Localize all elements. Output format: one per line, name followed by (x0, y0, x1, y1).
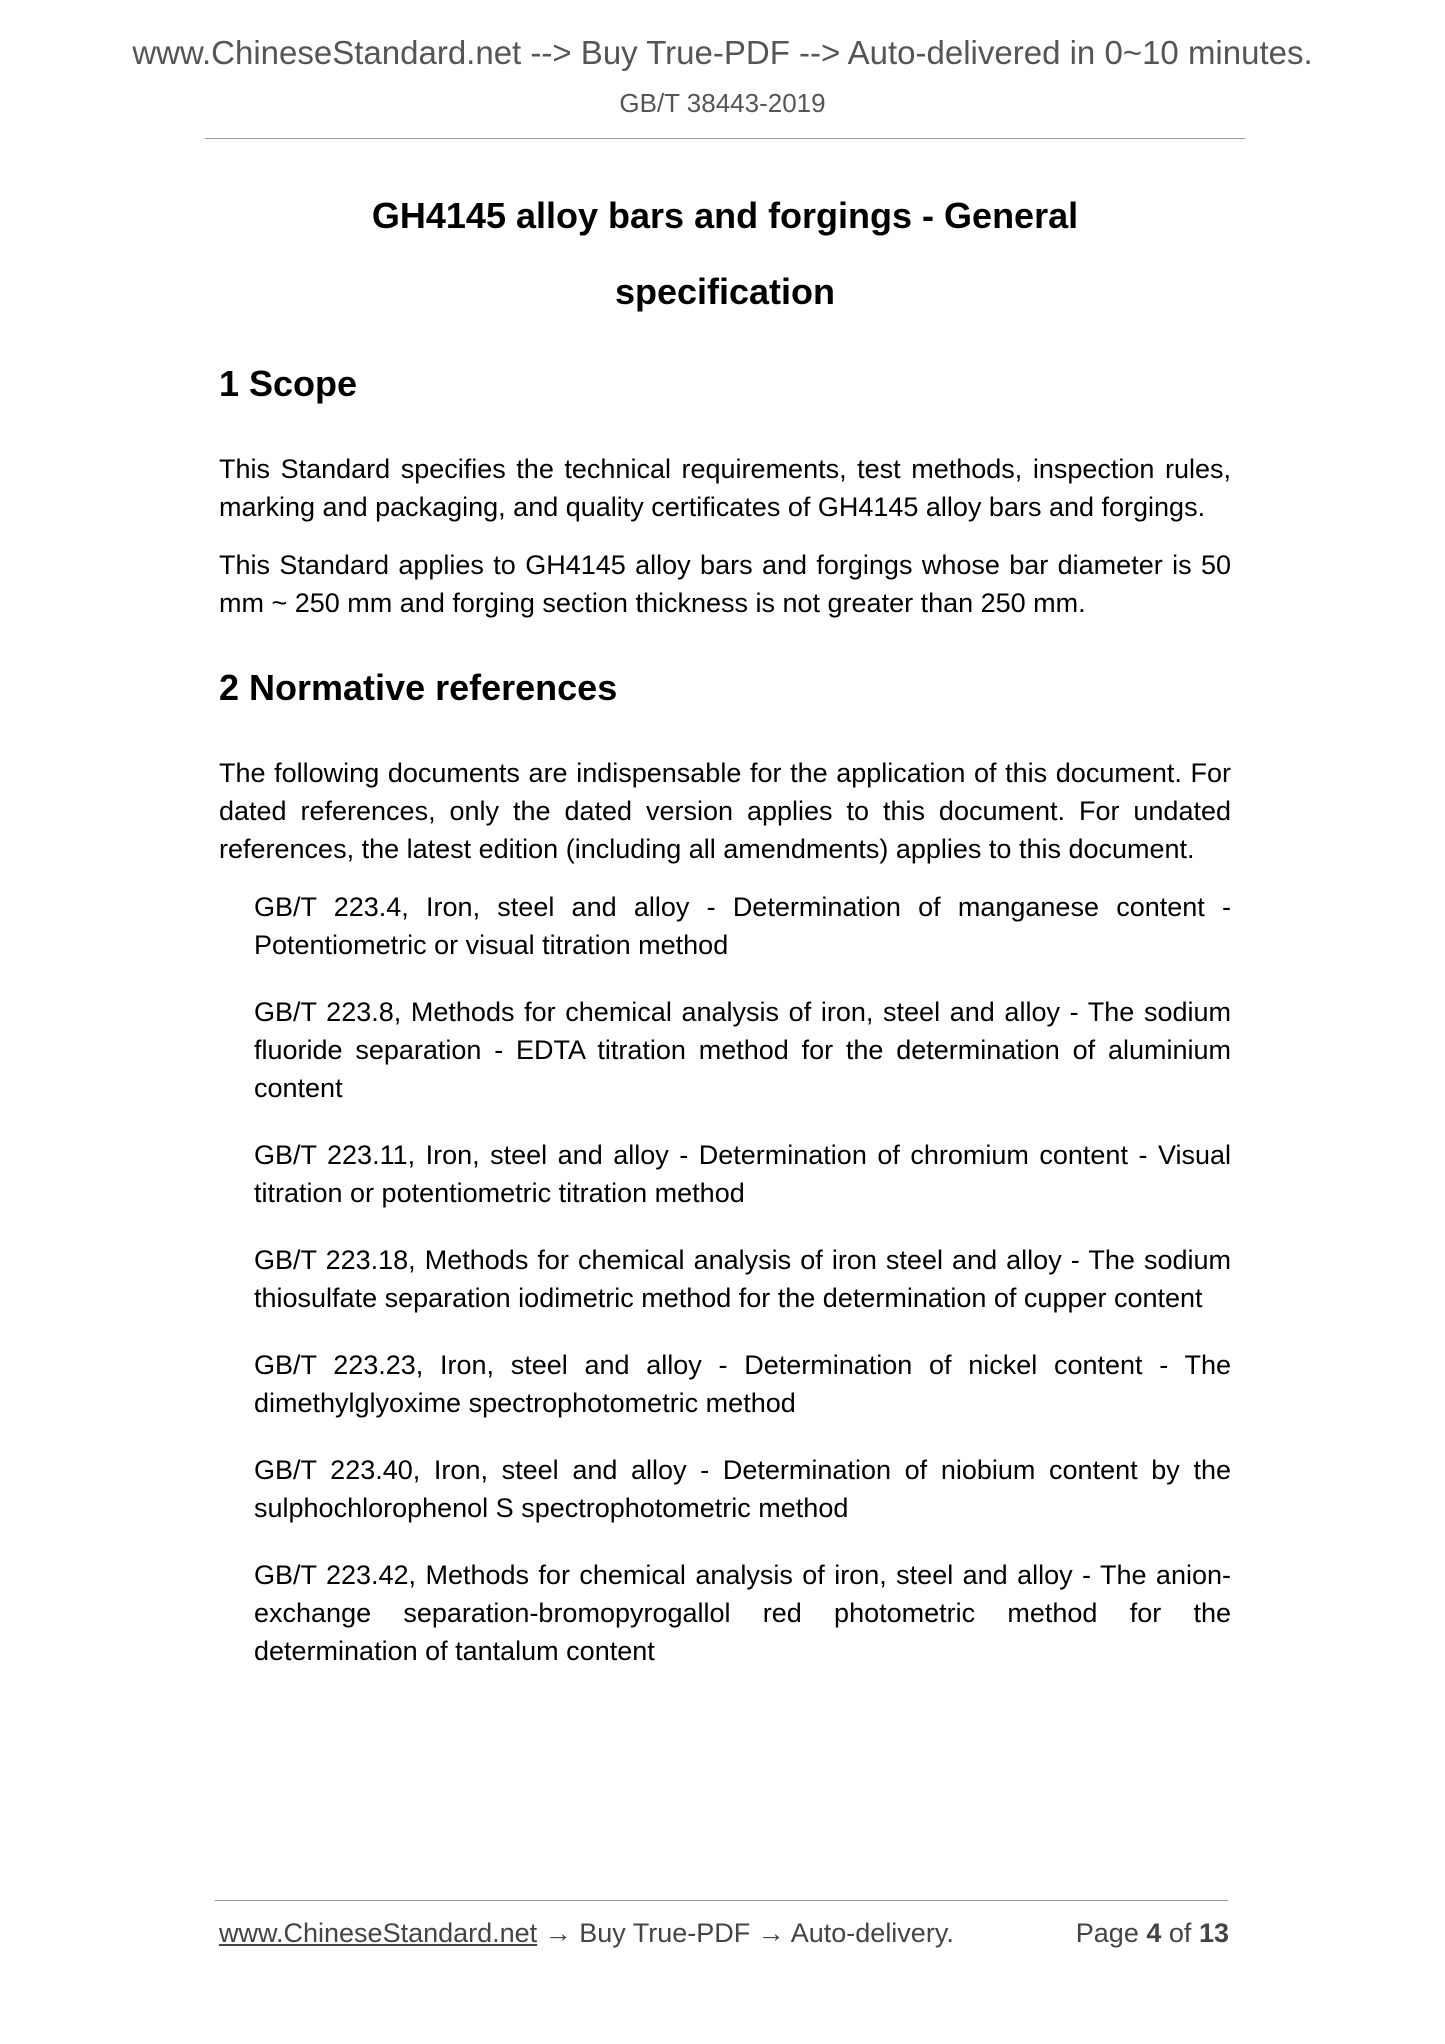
reference-list (254, 888, 1231, 1670)
reference-item: GB/T 223.18, Methods for chemical analysis of iron steel and alloy - The sodium thiosulfate separation iodimetric method for the determination of cupper content (254, 1245, 1231, 1313)
of-label: of (1168, 1918, 1192, 1948)
normative-references-intro: The following documents are indispensable for the application of this document. For dated references, only the dated version applies to this document. For undated references, the latest edition (including all amendments) applies to this document. (219, 758, 1231, 864)
reference-item: GB/T 223.4, Iron, steel and alloy - Determination of manganese content - Potentiometric or visual titration method (254, 892, 1231, 960)
footer-divider (215, 1900, 1228, 1901)
page-indicator (1076, 1918, 1229, 1949)
reference-item: GB/T 223.40, Iron, steel and alloy - Determination of niobium content by the sulphochlorophenol S spectrophotometric method (254, 1455, 1231, 1523)
total-pages: 13 (1198, 1918, 1229, 1948)
top-banner: www.ChineseStandard.net --> Buy True-PDF --> Auto-delivered in 0~10 minutes. (132, 34, 1313, 71)
scope-paragraph-2: This Standard applies to GH4145 alloy bars and forgings whose bar diameter is 50 mm ~ 250 mm and forging section thickness is not greater than 250 mm. (219, 550, 1231, 618)
footer-tagline: → Buy True-PDF → Auto-delivery. (537, 1918, 954, 1948)
reference-item: GB/T 223.42, Methods for chemical analysis of iron, steel and alloy - The anion-exchange separation-bromopyrogallol red photometric method for the determination of tantalum content (254, 1560, 1231, 1666)
header-divider (205, 138, 1245, 139)
section-scope (219, 360, 1231, 622)
section-heading-normative-references: 2 Normative references (219, 667, 618, 708)
page-footer (219, 1918, 1229, 1949)
reference-item: GB/T 223.23, Iron, steel and alloy - Determination of nickel content - The dimethylglyoxime spectrophotometric method (254, 1350, 1231, 1418)
page-label: Page (1075, 1918, 1139, 1948)
document-title-line-2: specification (614, 271, 836, 312)
document-title-line-1: GH4145 alloy bars and forgings - General (371, 195, 1079, 236)
standard-code: GB/T 38443-2019 (619, 88, 826, 118)
section-normative-references (219, 664, 1231, 1670)
scope-paragraph-1: This Standard specifies the technical requirements, test methods, inspection rules, marking and packaging, and quality certificates of GH4145 alloy bars and forgings. (219, 454, 1231, 522)
footer-website-link[interactable]: www.ChineseStandard.net (219, 1918, 538, 1948)
reference-item: GB/T 223.11, Iron, steel and alloy - Determination of chromium content - Visual titration or potentiometric titration method (254, 1140, 1231, 1208)
reference-item: GB/T 223.8, Methods for chemical analysis of iron, steel and alloy - The sodium fluoride separation - EDTA titration method for the determination of aluminium content (254, 997, 1231, 1103)
section-heading-scope: 1 Scope (219, 363, 358, 404)
page-number: 4 (1146, 1918, 1162, 1948)
document-body (219, 360, 1231, 1699)
document-title (205, 178, 1245, 330)
